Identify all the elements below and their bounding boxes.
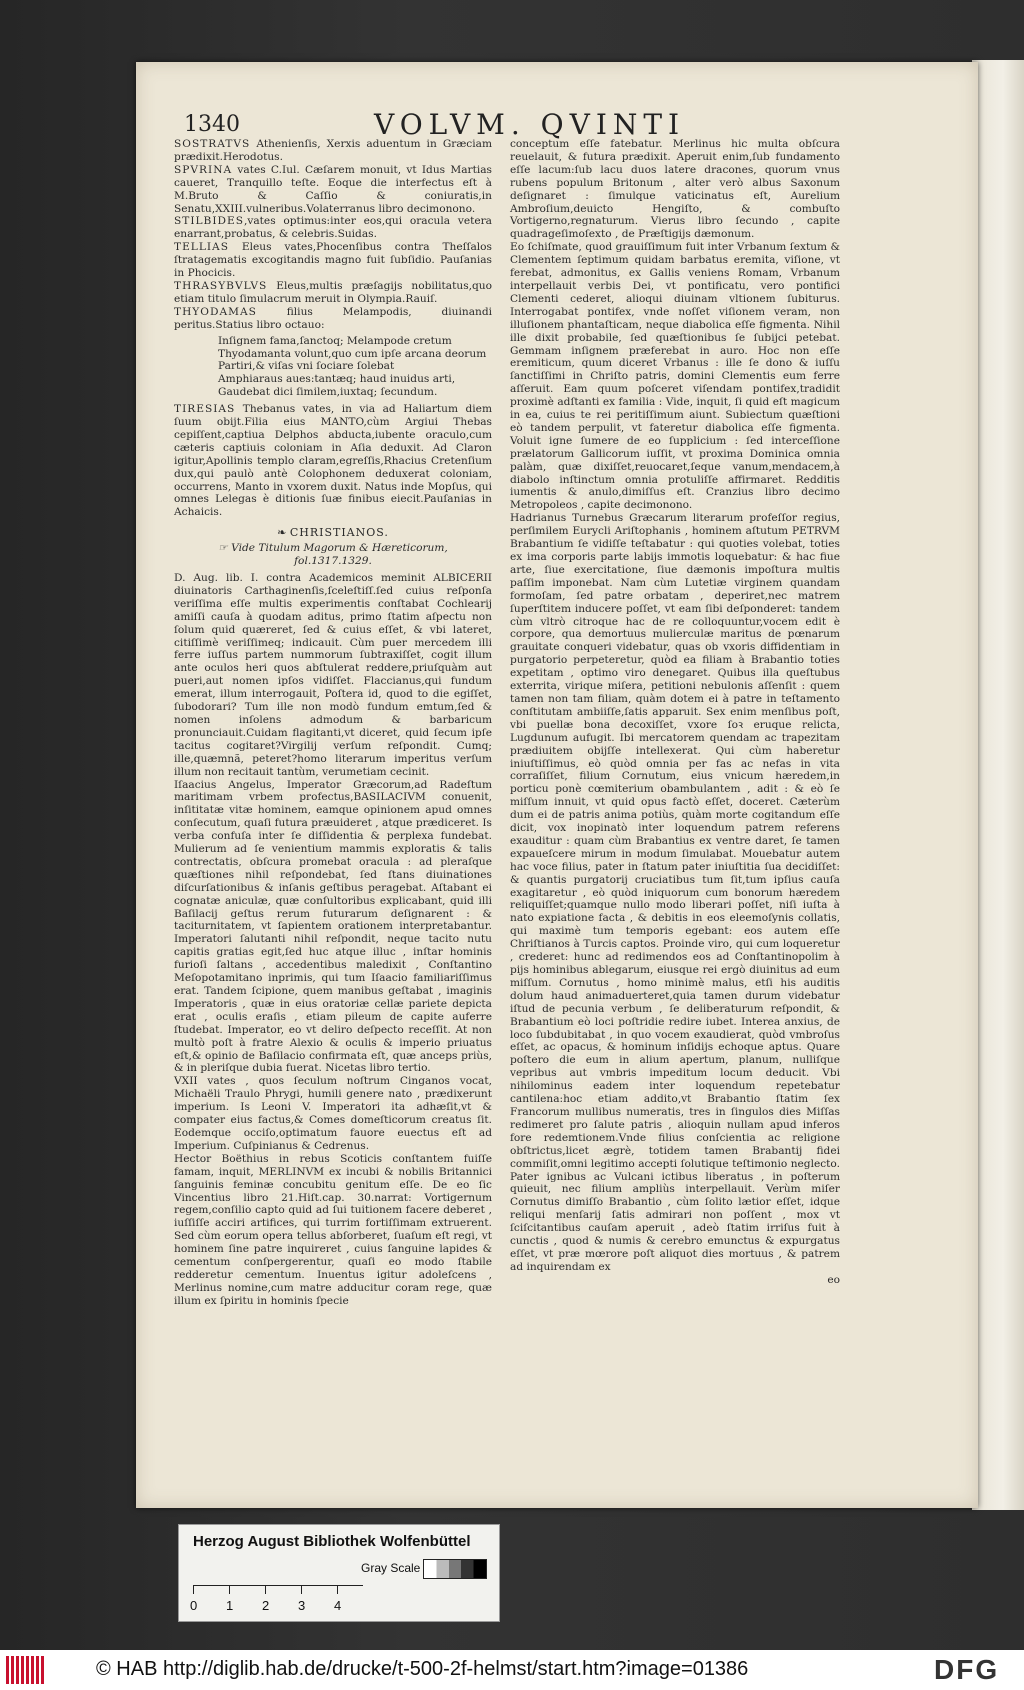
ruler-tick bbox=[193, 1586, 194, 1594]
verse-quotation bbox=[218, 335, 492, 400]
entry-text: D. Aug. lib. I. contra Academicos meminit ALBICERII diuinatoris Carthaginenſis,ſceleſtiſſ.ſed cuius reſponſa veriſſima eſſe multis experimentis conſtabat Cochlearij amiſſi cauſa à quodam aditus, primo ſtatim aſpectu non ſolum quid quæreret, ſed & cuius eſſet, & vbi lateret, citiſſimè veriſſimeq; indicauit. Cùm puer mercedem illi ferre iuſſus partem nummorum ſubtraxiſſet, cogit illum ante oculos heri quos abſtulerat reddere,priuſquàm aut pueri,aut nomen ipſos vidiſſet. Flaccianus,qui fundum emerat, illum interrogauit, Poſtera id, quod to die egiſſet, ſubodorari? Tum ille non modò fundum emtum,ſed & nomen inſolens admodum & barbaricum pronunciauit.Cuidam flagitanti,vt diceret, quid ſecum ipſe tacitus cogitaret?Virgilij verſum reſpondit. Cumq; ille,quæmnã, peteret?homo literarum imperitus verſum illum non recitauit tantùm, verumetiam cecinit. bbox=[174, 572, 492, 778]
gray-scale-label: Gray Scale bbox=[361, 1561, 421, 1575]
text-entry bbox=[174, 306, 492, 332]
gray-scale-bar bbox=[423, 1559, 487, 1579]
entry-text: Iſaacius Angelus, Imperator Græcorum,ad Radeſtum maritimam vrbem profectus,BASILACIVM conuenit, inſititatæ vitæ hominem, eamque opinionem apud omnes conſecutum, quaſi futura præuideret , atque prædiceret. Is verba confuſa inter ſe diſſidentia & perplexa fundebat. Mulierum ad ſe venientium mammis exploratis & talis contrectatis, obſcura promebat oracula : ad pleraſque quæſtiones nihil reſpondebat, ſed ſtans diuinationes diſcurſationibus & inſanis geſtibus peragebat. Aſtabant ei cognatæ aniculæ, quæ conſultoribus explicabant, quid illi Baſilacij geſtus rerum futurarum deſignarent : & taciturnitatem, vt ſapientem orationem interpretabantur. Imperatori ſalutanti nihil reſpondit, neque tacito nutu capitis gratias egit,ſed huc atque illuc , inſtar hominis furioſi ſaltans , accedentibus maledixit , Conſtantino Meſopotamitano inprimis, qui tum Iſaacio familiariſſimus erat. Tandem ſcipione, quem manibus geſtabat , imaginis Imperatoris , quæ in eius oratoriæ cellæ pariete depicta erat , oculis eraſis , etiam pileum de capite auferre ſtudebat. Imperator, eo vt deliro deſpecto receſſit. At non multò poſt à fratre Alexio & oculis & imperio priuatus eſt,& opinio de Baſilacio confirmata eſt, quæ anceps priùs, & in pleriſque dubia fuerat. Nicetas libro tertio. bbox=[174, 778, 492, 1075]
text-paragraph: Eo ſchiſmate, quod grauiſſimum fuit inter Vrbanum ſextum & Clementem ſeptimum quidam barbatus eremita, viſione, vt ferebat, admonitus, ex Gallis veniens Romam, Vrbanum interpellauit verbis Dei, vt pontificatu, vero pontifici Clementi cederet, alioqui diuinam vltionem ſubiturus. Interrogabat pontifex, vnde noſſet viſionem veram, non illuſionem phantaſticam, neque diabolica eſſe figmenta. Nihil ille dixit probabile, ſed quæſtionibus ſe ſubijci petebat. Gemmam inſignem præferebat in auro. Hoc non eſſe eremiticum, quum diceret Vrbanus : ille ſe dono & iuſſu ſanctiſſimi in Chriſto patris, domini Clementis eum ferre aſſeruit. Eam quum poſceret viſendam pontifex,tradidit proximè adſtanti ex familia : Vide, inquit, ſi quid eſt magicum in ea, cuius te rei peritiſſimum aiunt. Subiectum quæſtioni eò tandem perpulit, vt fateretur diabolica eſſe figmenta. Voluit igne ſumere de eo ſupplicium : ſed interceſſione prælatorum Gallicorum iuſſit, vt proxima Dominica omnia palàm, quæ dixiſſet,reuocaret,ſeque vanum,mendacem,à diabolo inſtinctum omnia protuliſſe affirmaret. Redditis iumentis & anulo,dimiſſus eſt. Cranzius libro decimo Metropoleos , capite decimonono. bbox=[510, 241, 840, 512]
entry-text: vates C.Iul. Cæſarem monuit, vt Idus Martias caueret, Tranquillo teſte. Eoque die interfectus eſt à M.Bruto & Caſſio & coniuratis,in Senatu,XXIII.vulneribus.Volaterranus libro decimonono. bbox=[174, 163, 492, 215]
ruler-label: 2 bbox=[262, 1598, 270, 1613]
ruler-label: 3 bbox=[298, 1598, 306, 1613]
ruler-tick bbox=[337, 1586, 338, 1594]
entry-name: STILBIDES bbox=[174, 215, 244, 228]
entry-name: SPVRINA bbox=[174, 163, 233, 176]
cm-ruler bbox=[190, 1585, 363, 1613]
text-entry bbox=[174, 1153, 492, 1308]
entry-name: TELLIAS bbox=[174, 241, 229, 254]
ruler-label: 4 bbox=[334, 1598, 342, 1613]
text-entry bbox=[174, 572, 492, 779]
section-cross-reference: ☞ Vide Titulum Magorum & Hæreticorum, fol.1317.1329. bbox=[218, 542, 448, 568]
next-page-edge bbox=[972, 60, 1024, 1510]
text-entry bbox=[174, 241, 492, 280]
ruler-tick bbox=[229, 1586, 230, 1594]
entry-text: Eleus vates,Phocenſibus contra Theſſalos ſtratagematis excogitandis magno fuit ſubſidio. Pauſanias in Phocicis. bbox=[174, 241, 492, 280]
text-entry bbox=[174, 1075, 492, 1152]
entry-name: THYODAMAS bbox=[174, 305, 257, 318]
text-entry bbox=[174, 779, 492, 1076]
text-entry bbox=[174, 215, 492, 241]
verse-line: Partiri,& viſas vni ſociare ſolebat bbox=[218, 360, 395, 373]
hab-logo-icon bbox=[6, 1656, 46, 1684]
ruler-tick bbox=[301, 1586, 302, 1594]
verse-line: Amphiaraus aues:tantæq; haud inuidus arti, bbox=[218, 373, 456, 386]
text-entry bbox=[174, 138, 492, 164]
running-head: VOLVM. QVINTI bbox=[374, 108, 686, 141]
left-text-column bbox=[174, 138, 492, 1308]
ruler-label: 1 bbox=[226, 1598, 234, 1613]
right-text-column bbox=[510, 138, 840, 1287]
text-entry bbox=[174, 280, 492, 306]
text-entry bbox=[174, 403, 492, 519]
ruler-tick bbox=[265, 1586, 266, 1594]
entry-text: Athenienſis, Xerxis aduentum in Græciam prædixit.Herodotus. bbox=[174, 138, 492, 163]
text-paragraph: conceptum eſſe fatebatur. Merlinus hic multa obſcura reuelauit, & futura prædixit. Aperuit enim,ſub fundamento eſſe lacum:ſub lacu duos latere dracones, quorum vnus rubens populum Britonum , alter verò albus Saxonum deſignaret : ſimulque vaticinatus eſt, Aurelium Ambroſium,deuicto Hengiſto, & combuſto Vortigerno,regnaturum. Vierus libro ſecundo , capite quadrageſimoſexto , de Præſtigijs dæmonum. bbox=[510, 138, 840, 241]
section-heading: ❧ CHRISTIANOS. bbox=[277, 526, 389, 540]
dfg-logo: DFG bbox=[934, 1654, 1000, 1685]
footer-url[interactable]: © HAB http://diglib.hab.de/drucke/t-500-2f-helmst/start.htm?image=01386 bbox=[96, 1658, 749, 1680]
catchword: eo bbox=[827, 1273, 840, 1286]
footer-bar bbox=[0, 1650, 1024, 1690]
entry-text: VXII vates , quos ſeculum noſtrum Cinganos vocat, Michaëli Traulo Phrygi, humili genere nato , prædixerunt imperium. Is Leoni V. Imperatori ita adhæſit,vt & compater eius factus,& Comes domeſticorum creatus ſit. Eodemque occiſo,optimatum fauore euectus eſt ad Imperium. Cuſpinianus & Cedrenus. bbox=[174, 1075, 492, 1152]
entry-text: ,vates optimus:inter eos,qui oracula vetera enarrant,probatus, & celebris.Suidas. bbox=[174, 215, 492, 241]
library-color-card bbox=[178, 1524, 500, 1622]
library-name: Herzog August Bibliothek Wolfenbüttel bbox=[193, 1533, 471, 1550]
text-entry bbox=[174, 164, 492, 216]
ruler-label: 0 bbox=[190, 1598, 198, 1613]
entry-name: SOSTRATVS bbox=[174, 138, 251, 150]
text-paragraph: Hadrianus Turnebus Græcarum literarum profeſſor regius, perſimilem Eurycli Ariſtophanis , hominem aſtutum PETRVM Brabantium ſe vidiſſe teſtabatur : qui quoties volebat, toties ex ima corporis parte labijs immotis loquebatur: & hac fiue arte, ſiue exercitatione, ſiue dæmonis impoſtura multis paſſim imponebat. Nam cùm Lutetiæ virginem quandam formoſam, ſed patre orbatam , deperiret,nec matrem ſuperſtitem inducere poſſet, vt eam ſibi deſponderet: tandem cùm vltrò citroque hac de re colloquuntur,vocem edit è corpore, qua demortuus mulierculæ maritus de pœnarum grauitate conqueri videbatur, quas ob vxoris diffidentiam in purgatorio perpeteretur, quòd ea filiam à Brabantio toties expetitam , optimo viro denegaret. Quibus illa queſtubus exterrita, virique miſera, petitioni nebulonis aſſenſit : quem tamen non tam filiam, quàm dotem ei à patre in teſtamento conſtitutam ambiiſſe,ſatis apparuit. Sex enim menſibus poſt, vbi puellæ bona decoxiſſet, vxore ſoꝛ eruque relicta, Lugdunum aufugit. Ibi mercatorem quendam ac trapezitam prædiuitem obijſſe intellexerat. Qui cùm haberetur iniuſtiſſimus, eò quòd omnia per fas ac nefas in vita corraſiſſet, filium Cornutum, eius vnicum hæredem,in porticu ponè cœmiterium obambulantem , adit : & eò ſe miſſum innuit, vt quid opus factò eſſet, doceret. Cæterùm dum ei de patris anima potiùs, quàm morte cogitandum eſſe dicit, vox inopinatò inter loquendum patrem referens exauditur : quam cùm Brabantius ex ventre daret, ſe tamen expaueſcere mirum in modum ſimulabat. Mouebatur autem hac voce filius, pater in ſtatum pater iniuſtitia ſua decidiſſet: & quantis purgatorij cruciatibus tum ſit,tum ipſius cauſa exagitaretur , eò quòd iniquorum cum bonorum hæredem reliquiſſet;quamque nullo modo liberari poſſet, niſi iuſta à nato expiatione facta , & debitis in eos eleemoſynis collatis, qui maximè tum temporis egebant: eos autem eſſe Chriſtianos à Turcis captos. Proinde viro, qui cum loqueretur , crederet: hunc ad redimendos eos ad Conſtantinopolim à pijs hominibus ablegarum, eiusque rei ergò diuinitus ad eum miſſum. Cornutus , homo minimè malus, etſi his auditis dolum haud animaduerteret,quia tamen durum videbatur iſtud de pecunia verbum , ſe deliberaturum reſpondit, & Brabantium eò loci poſtridie redire iubet. Interea anxius, de loco ſubdubitabat , in quo vocem exaudierat, quòd vmbroſus eſſet, ac opacus, & hominum inſidijs echoque aptus. Quare poſtero die eum in alium apertum, planum, nulliſque vepribus aut vmbris impeditum locum deducit. Vbi nihilominus eadem inter loquendum repetebatur cantilena:hoc etiam addito,vt Brabantio ſtatim ſex Francorum mullibus numeratis, tres in ſingulos dies Miſſas redimeret pro ſalute patris , alioquin nullam apud inferos fore redemtionem.Vnde filius conſcientia ac religione obſtrictus,licet ægrè, totidem tamen Brabantij fidei commiſit,omni legitimo accepti ſolutique teſtimonio neglecto. Pater ignibus ac Vulcani ictibus liberatus , in poſterum quieuit, nec filium ampliùs interpellauit. Verùm miſer Cornutus dimiſſo Brabantio , cùm ſolito lætior eſſet, idque reliqui menſarij ſatis admirari non poſſent , mox vt ſciſcitantibus cauſam aperuit , adeò ſtatim irriſus fuit à cunctis , quod & numis & cerebro emunctus & expurgatus eſſet, vt præ mœrore poſt aliquot dies mortuus , & patrem ad inquirendam ex bbox=[510, 512, 840, 1273]
verse-line: Inſignem fama,ſanctoq; Melampode cretum bbox=[218, 334, 452, 347]
verse-line: Thyodamanta volunt,quo cum ipſe arcana deorum bbox=[218, 347, 487, 360]
entry-text: Eleus,multis præſagijs nobilitatus,quo etiam titulo ſimulacrum meruit in Olympia.Rauiſ. bbox=[174, 279, 492, 305]
page-number: 1340 bbox=[184, 112, 240, 137]
entry-text: Hector Boëthius in rebus Scoticis conſtantem fuiſſe famam, inquit, MERLINVM ex incubi & nobilis Britannici ſanguinis feminæ concubitu genitum eſſe. De eo ſic Vincentius libro 21.Hiſt.cap. 30.narrat: Vortigernum regem,conſilio capto quid ad ſui tuitionem facere deberet , iuſſiſſe acciri artifices, qui turrim fortiſſimam extruerent. Sed cùm eorum opera tellus abſorberet, ſuaſum eſt regi, vt hominem ſine patre inquireret , cuius ſanguine lapides & cementum conſpergerentur, quaſi eo modo ſtabile redderetur cementum. Inuentus igitur adoleſcens , Merlinus nomine,cum matre adducitur coram rege, quæ illum ex ſpiritu in hominis ſpecie bbox=[174, 1152, 492, 1307]
verse-line: Gaudebat dici ſimilem,iuxtaq; ſecundum. bbox=[218, 386, 438, 399]
entry-name: THRASYBVLVS bbox=[174, 279, 268, 292]
entry-text: filius Melampodis, diuinandi peritus.Statius libro octauo: bbox=[174, 305, 492, 331]
entry-name: TIRESIAS bbox=[174, 403, 236, 416]
entry-text: Thebanus vates, in via ad Haliartum diem ſuum obijt.Filia eius MANTO,cùm Argiui Thebas cepiſſent,captiua Delphos abducta,iubente oraculo,cum cæteris captiuis coloniam in Aſia deduxit. Ad Claron igitur,Apollinis templo claram,egreſſis,Rhacius Cretenſium dux,qui paulò antè Colophonem deduxerat coloniam, occurrens, Manto in vxorem duxit. Natus inde Mopſus, qui omnes Lelegas è ditionis ſuæ finibus eiecit.Pauſanias in Achaicis. bbox=[174, 403, 492, 519]
